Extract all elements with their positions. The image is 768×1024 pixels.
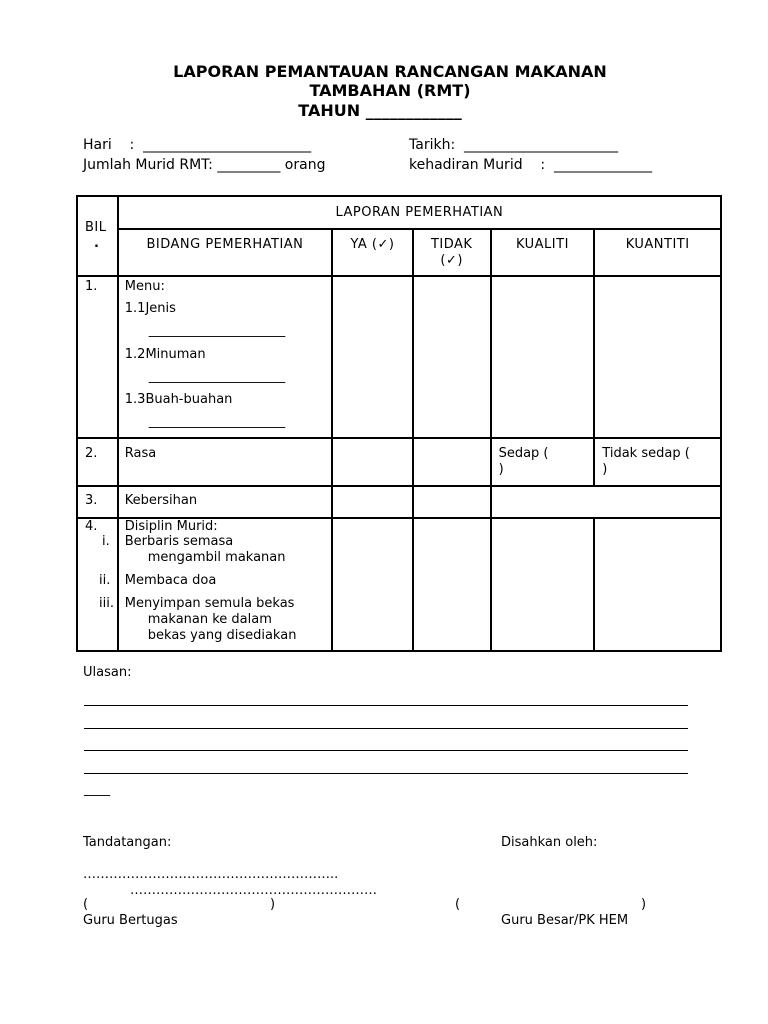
row4-kualiti-cell[interactable]	[491, 518, 595, 651]
col-kuantiti-label: KUANTITI	[625, 236, 690, 252]
row4-iii-num: iii.	[99, 596, 114, 611]
col-ya-label: YA (✓)	[350, 236, 395, 252]
row4-i-num: i.	[102, 534, 110, 549]
row1-kuantiti-cell[interactable]	[594, 276, 721, 438]
laporan-pemerhatian-header: LAPORAN PEMERHATIAN	[118, 196, 721, 229]
laporan-table	[76, 195, 722, 652]
paren-close-right: )	[641, 897, 647, 912]
row4-num-cell	[77, 518, 118, 651]
row2-tidak-cell[interactable]	[413, 438, 491, 486]
row1-bidang-cell	[118, 276, 332, 438]
bil-header-cell	[77, 196, 118, 276]
row2-bidang-cell	[118, 438, 332, 486]
row3-ya-cell[interactable]	[332, 486, 413, 518]
buah-blank: _____________________	[148, 414, 286, 429]
ulasan-short-line: ____	[84, 782, 110, 797]
kehadiran-murid-field: kehadiran Murid : ______________	[409, 157, 653, 173]
col-tidak-check: (✓)	[440, 252, 463, 268]
tidak-sedap-label: Tidak sedap (	[602, 446, 690, 461]
berbaris-line1: Berbaris semasa	[124, 534, 234, 549]
rasa-label: Rasa	[124, 446, 157, 461]
col-kualiti-label: KUALITI	[515, 236, 569, 252]
guru-besar-label: Guru Besar/PK HEM	[501, 913, 629, 928]
document-title-line-1: LAPORAN PEMANTAUAN RANCANGAN MAKANAN	[173, 62, 607, 81]
jenis-blank: _____________________	[148, 323, 286, 338]
col-ya-header	[332, 229, 413, 276]
paren-open-left: (	[83, 897, 89, 912]
signature-dots-left: …………………………………………………..	[83, 867, 339, 882]
tidak-sedap-close: )	[602, 462, 608, 477]
menyimpan-line1: Menyimpan semula bekas	[124, 596, 295, 611]
row2-kualiti-cell	[491, 438, 595, 486]
document-title-line-2: TAMBAHAN (RMT)	[309, 81, 471, 100]
row1-ya-cell[interactable]	[332, 276, 413, 438]
paren-open-right: (	[455, 897, 461, 912]
berbaris-line2: mengambil makanan	[147, 550, 286, 565]
row3-merged-cell[interactable]	[491, 486, 721, 518]
minuman-blank: _____________________	[148, 369, 286, 384]
col-kuantiti-header	[594, 229, 721, 276]
col-bidang-header	[118, 229, 332, 276]
col-kualiti-header	[491, 229, 595, 276]
membaca-doa: Membaca doa	[124, 573, 217, 588]
row1-tidak-cell[interactable]	[413, 276, 491, 438]
bil-dot: .	[94, 236, 99, 251]
sedap-label: Sedap (	[498, 446, 549, 461]
row4-num: 4.	[85, 519, 98, 534]
row3-bidang-cell	[118, 486, 332, 518]
ulasan-line-4[interactable]	[84, 773, 688, 774]
row4-ya-cell[interactable]	[332, 518, 413, 651]
menyimpan-line3: bekas yang disediakan	[147, 628, 297, 643]
row4-ii-num: ii.	[99, 573, 111, 588]
ulasan-label: Ulasan:	[83, 665, 132, 680]
ulasan-line-3[interactable]	[84, 750, 688, 751]
row3-num: 3.	[85, 493, 98, 508]
disahkan-label: Disahkan oleh:	[501, 835, 598, 850]
row3-tidak-cell[interactable]	[413, 486, 491, 518]
row4-kuantiti-cell[interactable]	[594, 518, 721, 651]
row2-num-cell	[77, 438, 118, 486]
bil-label: BIL	[85, 220, 107, 235]
tarikh-field: Tarikh: ______________________	[409, 137, 619, 153]
row1-num-cell	[77, 276, 118, 438]
kebersihan-label: Kebersihan	[124, 493, 198, 508]
hari-field: Hari : ________________________	[83, 137, 312, 153]
menyimpan-line2: makanan ke dalam	[147, 612, 272, 627]
row2-ya-cell[interactable]	[332, 438, 413, 486]
minuman-label: 1.2Minuman	[124, 347, 206, 362]
jenis-label: 1.1Jenis	[124, 301, 176, 316]
ulasan-line-1[interactable]	[84, 705, 688, 706]
disiplin-label: Disiplin Murid:	[124, 519, 218, 534]
row3-num-cell	[77, 486, 118, 518]
document-title-line-3: TAHUN ____________	[298, 101, 462, 120]
row1-num: 1.	[85, 279, 98, 294]
sedap-close: )	[498, 462, 504, 477]
col-tidak-header	[413, 229, 491, 276]
guru-bertugas-label: Guru Bertugas	[83, 913, 178, 928]
menu-label: Menu:	[124, 279, 165, 294]
row4-tidak-cell[interactable]	[413, 518, 491, 651]
col-bidang-label: BIDANG PEMERHATIAN	[146, 236, 304, 252]
ulasan-line-2[interactable]	[84, 728, 688, 729]
col-tidak-label: TIDAK	[430, 236, 473, 252]
tandatangan-label: Tandatangan:	[83, 835, 172, 850]
row2-num: 2.	[85, 446, 98, 461]
buah-label: 1.3Buah-buahan	[124, 392, 233, 407]
jumlah-murid-field: Jumlah Murid RMT: _________ orang	[83, 157, 326, 173]
row4-bidang-cell	[118, 518, 332, 651]
signature-dots-right: …………………………………………………	[130, 883, 377, 898]
row1-kualiti-cell[interactable]	[491, 276, 595, 438]
paren-close-left: )	[270, 897, 276, 912]
row2-kuantiti-cell	[594, 438, 721, 486]
